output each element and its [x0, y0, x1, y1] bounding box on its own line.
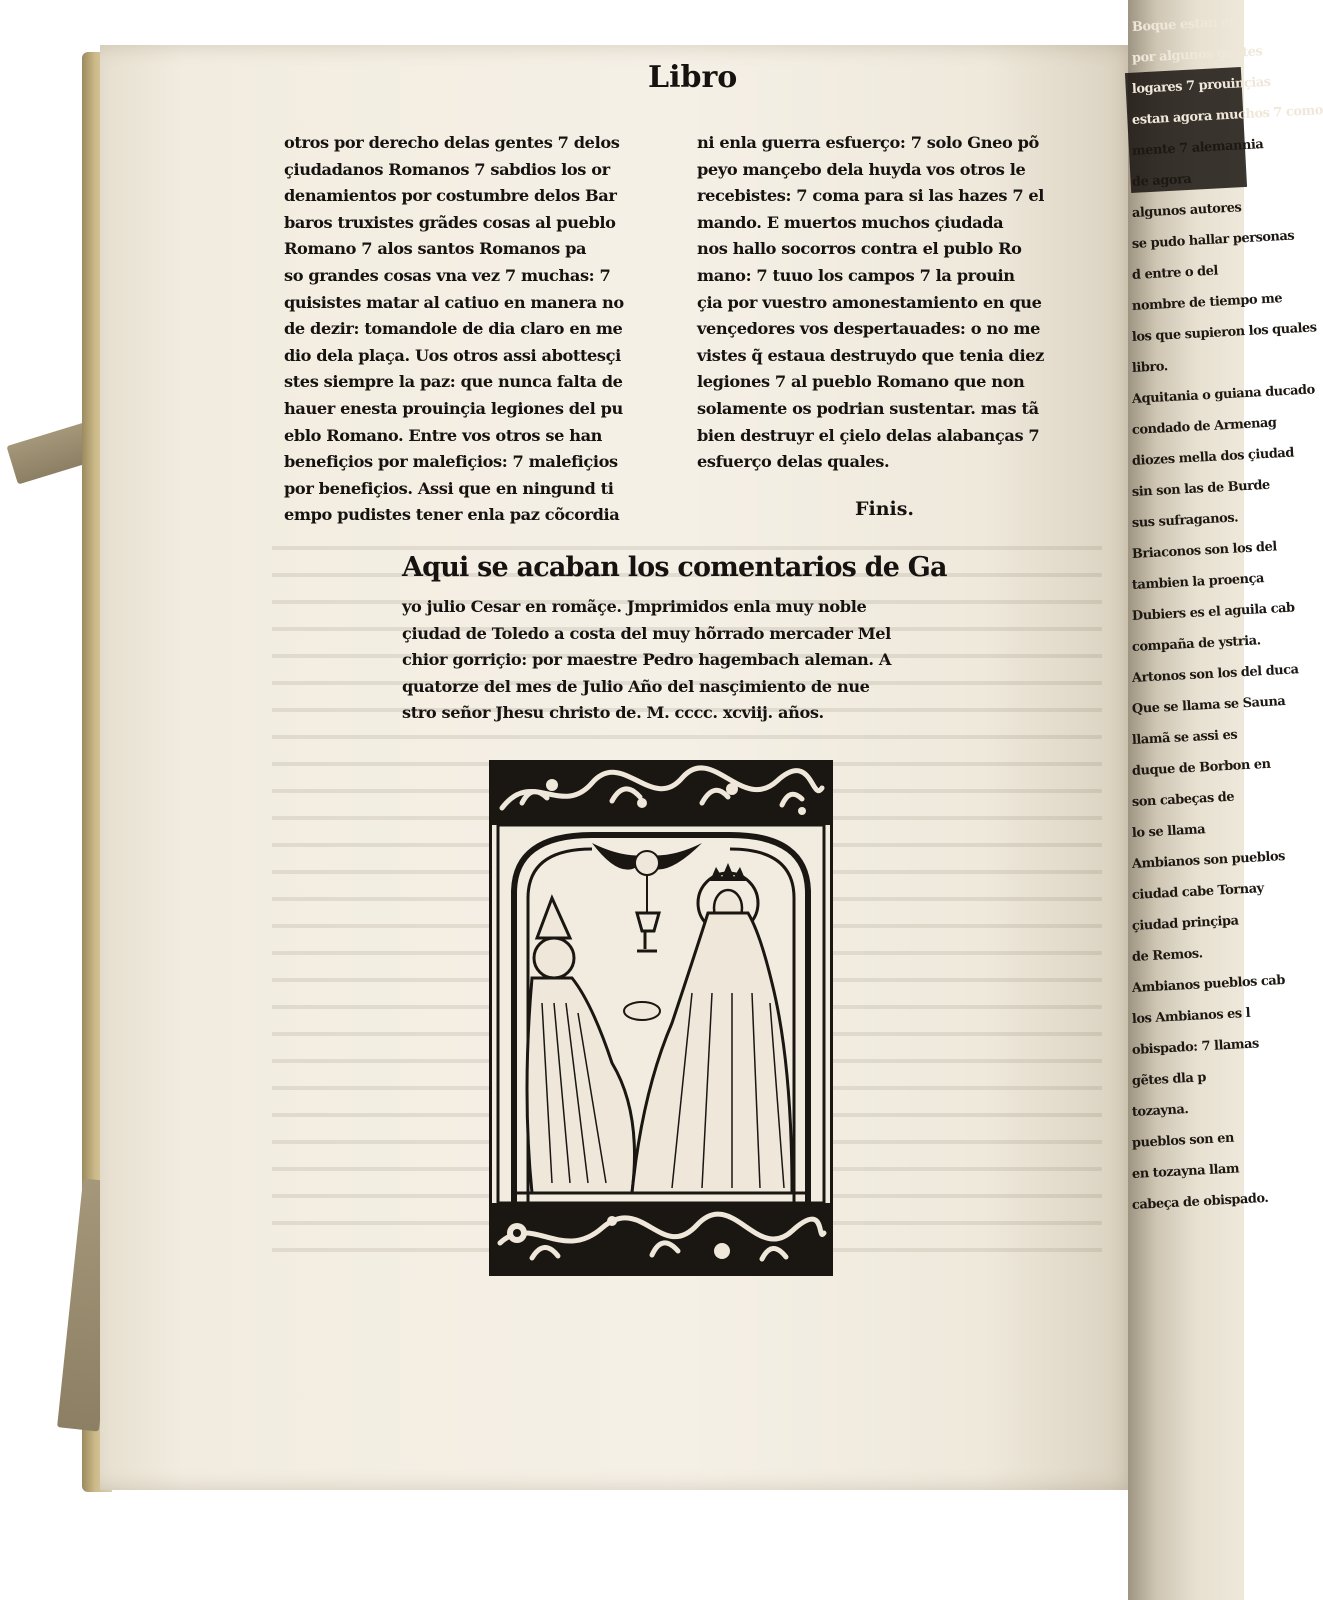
facing-page-line: diozes mella dos çiudad	[1131, 445, 1295, 469]
facing-page-line: los Ambianos es l	[1131, 1005, 1251, 1027]
finis-mark: Finis.	[855, 498, 915, 520]
running-head: Libro	[648, 60, 738, 95]
facing-page	[1128, 0, 1323, 1600]
text-line: baros truxistes grãdes cosas al pueblo	[284, 212, 616, 232]
text-line: empo pudistes tener enla paz cõcordia	[284, 505, 620, 525]
facing-page-line: estan agora muchos 7 como	[1131, 103, 1323, 128]
facing-page-line: pueblos son en	[1131, 1130, 1235, 1151]
text-line: vistes q̃ estaua destruydo que tenia diez	[697, 345, 1044, 365]
text-line: quisistes matar al catiuo en manera no	[284, 292, 624, 312]
text-line: vençedores vos despertauades: o no me	[697, 319, 1040, 339]
facing-page-line: Aquitania o guiana ducado	[1131, 382, 1316, 407]
text-line: ni enla guerra esfuerço: 7 solo Gneo põ	[697, 133, 1039, 152]
facing-page-line: Artonos son los del duca	[1131, 662, 1299, 686]
text-line: mano: 7 tuuo los campos 7 la prouin	[697, 265, 1015, 285]
facing-page-line: çiudad prinçipa	[1131, 913, 1239, 934]
facing-page-line: tozayna.	[1131, 1102, 1189, 1120]
facing-page-line: de Remos.	[1131, 946, 1204, 965]
colophon-line: quatorze del mes de Julio Año del nasçimiento de nue	[402, 676, 870, 696]
left-text-column	[284, 130, 664, 529]
facing-page-line: Que se llama se Sauna	[1131, 693, 1286, 717]
facing-page-line: llamã se assi es	[1131, 727, 1238, 748]
facing-page-line: los que supieron los quales	[1131, 320, 1317, 345]
colophon-line: yo julio Cesar en romãçe. Jmprimidos enla muy noble	[402, 597, 867, 616]
woodcut-illustration	[489, 760, 833, 1276]
facing-page-line: Dubiers es el aguila cab	[1131, 600, 1295, 624]
facing-page-line: mente 7 alemannia	[1131, 137, 1264, 159]
facing-page-line: por algunos gentes	[1131, 44, 1263, 66]
facing-page-line: d entre o del	[1131, 263, 1219, 283]
facing-page-line: sus sufraganos.	[1131, 510, 1239, 531]
text-line: de dezir: tomandole de dia claro en me	[284, 319, 623, 339]
text-line: nos hallo socorros contra el publo Ro	[697, 239, 1022, 259]
facing-page-line: cabeça de obispado.	[1131, 1190, 1269, 1213]
text-line: solamente os podrian sustentar. mas tã	[697, 398, 1039, 418]
facing-page-line: Boque estan en	[1131, 14, 1238, 35]
text-line: hauer enesta prouinçia legiones del pu	[284, 398, 623, 418]
facing-page-line: duque de Borbon en	[1131, 756, 1271, 779]
facing-page-line: algunos autores	[1131, 200, 1242, 221]
facing-page-line: tambien la proença	[1131, 571, 1265, 593]
text-line: dio dela plaça. Uos otros assi abottesçi	[284, 345, 621, 365]
text-line: mando. E muertos muchos çiudada	[697, 212, 1004, 232]
facing-page-line: gẽtes dla p	[1131, 1070, 1207, 1089]
facing-page-line: lo se llama	[1131, 822, 1206, 841]
facing-page-line: se pudo hallar personas	[1131, 228, 1295, 252]
text-line: otros por derecho delas gentes 7 delos	[284, 133, 620, 152]
facing-page-line: compaña de ystria.	[1131, 633, 1261, 655]
facing-page-line: son cabeças de	[1131, 789, 1235, 810]
facing-page-line: Ambianos son pueblos	[1131, 848, 1286, 872]
facing-page-line: sin son las de Burde	[1131, 477, 1271, 500]
facing-page-line: condado de Armenag	[1131, 415, 1277, 438]
facing-page-line: obispado: 7 llamas	[1131, 1036, 1260, 1058]
text-line: benefiçios por malefiçios: 7 malefiçios	[284, 452, 618, 472]
facing-page-line: de agora	[1131, 171, 1192, 190]
text-line: so grandes cosas vna vez 7 muchas: 7	[284, 265, 611, 285]
facing-page-line: Briaconos son los del	[1131, 539, 1278, 562]
facing-page-line: logares 7 prouinçias	[1131, 74, 1271, 97]
colophon-line: stro señor Jhesu christo de. M. cccc. xcviij. años.	[402, 703, 824, 723]
text-line: recebistes: 7 coma para si las hazes 7 el	[697, 186, 1045, 206]
text-line: çia por vuestro amonestamiento en que	[697, 292, 1042, 312]
text-line: stes siempre la paz: que nunca falta de	[284, 372, 623, 392]
facing-page-line: libro.	[1131, 359, 1169, 376]
facing-page-line: nombre de tiempo me	[1131, 291, 1283, 314]
text-line: eblo Romano. Entre vos otros se han	[284, 425, 603, 445]
colophon-line: çiudad de Toledo a costa del muy hõrrado mercader Mel	[402, 623, 891, 643]
text-line: Romano 7 alos santos Romanos pa	[284, 239, 587, 259]
right-text-column	[697, 130, 1077, 476]
colophon-line: chior gorriçio: por maestre Pedro hagembach aleman. A	[402, 650, 892, 670]
colophon-text	[402, 594, 962, 727]
text-line: legiones 7 al pueblo Romano que non	[697, 372, 1025, 392]
text-line: bien destruyr el çielo delas alabanças 7	[697, 425, 1040, 445]
facing-page-line: Ambianos pueblos cab	[1131, 973, 1286, 996]
text-line: por benefiçios. Assi que en ningund ti	[284, 478, 614, 498]
text-line: çiudadanos Romanos 7 sabdios los or	[284, 159, 610, 179]
facing-page-line: ciudad cabe Tornay	[1131, 881, 1265, 903]
text-line: esfuerço delas quales.	[697, 452, 890, 472]
woodcut-drawing	[492, 763, 830, 1273]
colophon-title: Aqui se acaban los comentarios de Ga	[402, 552, 947, 583]
text-line: denamientos por costumbre delos Bar	[284, 186, 617, 206]
text-line: peyo mançebo dela huyda vos otros le	[697, 159, 1026, 179]
facing-page-line: en tozayna llam	[1131, 1161, 1240, 1182]
